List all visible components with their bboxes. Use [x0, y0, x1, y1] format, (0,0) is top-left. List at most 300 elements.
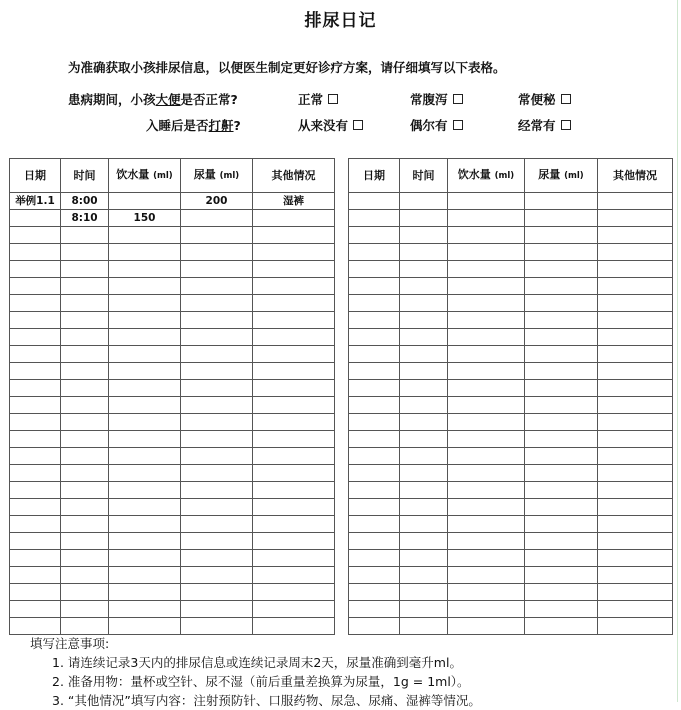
table-cell[interactable] [400, 227, 448, 244]
table-cell[interactable] [181, 346, 253, 363]
table-cell[interactable] [253, 601, 335, 618]
table-cell[interactable] [448, 618, 525, 635]
table-cell[interactable] [181, 380, 253, 397]
table-cell[interactable] [349, 193, 400, 210]
table-cell[interactable] [181, 329, 253, 346]
table-cell[interactable] [598, 533, 673, 550]
table-cell[interactable] [181, 618, 253, 635]
table-cell[interactable] [349, 261, 400, 278]
col-time: 时间 [61, 159, 109, 193]
table-cell[interactable] [448, 210, 525, 227]
table-cell[interactable] [61, 482, 109, 499]
col-water-unit: (ml) [153, 171, 173, 181]
table-cell[interactable] [349, 499, 400, 516]
table-cell[interactable] [10, 244, 61, 261]
table-cell[interactable] [598, 618, 673, 635]
intro-text: 为准确获取小孩排尿信息，以便医生制定更好诊疗方案，请仔细填写以下表格。 [68, 60, 506, 75]
table-cell[interactable] [253, 329, 335, 346]
table-cell[interactable] [400, 550, 448, 567]
table-cell[interactable] [61, 244, 109, 261]
table-cell[interactable] [61, 363, 109, 380]
table-cell[interactable] [448, 567, 525, 584]
table-cell[interactable] [61, 601, 109, 618]
table-cell[interactable] [109, 227, 181, 244]
table-cell[interactable] [598, 329, 673, 346]
table-cell[interactable] [598, 414, 673, 431]
table-cell[interactable] [525, 380, 598, 397]
option-stool-diarrhea[interactable] [410, 90, 463, 108]
table-row [10, 499, 335, 516]
table-cell[interactable] [400, 244, 448, 261]
table-cell[interactable] [400, 397, 448, 414]
table-cell[interactable] [448, 482, 525, 499]
table-cell[interactable] [525, 448, 598, 465]
table-cell[interactable] [525, 601, 598, 618]
table-cell[interactable] [10, 414, 61, 431]
table-cell[interactable] [181, 567, 253, 584]
table-cell[interactable] [400, 261, 448, 278]
table-cell[interactable] [253, 261, 335, 278]
table-cell[interactable] [109, 465, 181, 482]
table-cell[interactable] [400, 295, 448, 312]
table-cell[interactable] [61, 448, 109, 465]
table-cell[interactable] [525, 431, 598, 448]
table-cell[interactable] [525, 312, 598, 329]
table-cell[interactable] [109, 312, 181, 329]
table-row [349, 448, 673, 465]
table-cell[interactable] [253, 618, 335, 635]
table-cell[interactable] [400, 465, 448, 482]
table-row [349, 227, 673, 244]
table-cell[interactable] [61, 295, 109, 312]
table-cell[interactable] [253, 278, 335, 295]
table-cell[interactable] [109, 261, 181, 278]
table-cell[interactable] [253, 584, 335, 601]
table-cell[interactable] [400, 448, 448, 465]
table-cell[interactable] [10, 618, 61, 635]
table-cell[interactable] [400, 567, 448, 584]
table-cell[interactable] [181, 227, 253, 244]
table-cell[interactable] [109, 414, 181, 431]
table-cell[interactable] [448, 227, 525, 244]
table-cell[interactable] [10, 312, 61, 329]
table-cell[interactable] [10, 584, 61, 601]
table-cell[interactable] [10, 363, 61, 380]
table-cell[interactable] [109, 550, 181, 567]
table-cell[interactable] [181, 431, 253, 448]
table-cell[interactable] [400, 278, 448, 295]
table-cell[interactable] [525, 210, 598, 227]
table-cell[interactable] [181, 550, 253, 567]
table-cell[interactable] [349, 516, 400, 533]
table-cell[interactable]: 8:10 [61, 210, 109, 227]
table-cell[interactable] [400, 601, 448, 618]
table-cell[interactable] [61, 499, 109, 516]
table-cell[interactable] [598, 567, 673, 584]
table-cell[interactable] [10, 346, 61, 363]
table-cell[interactable] [61, 414, 109, 431]
option-snore-never[interactable] [298, 116, 363, 134]
table-cell[interactable] [448, 431, 525, 448]
table-cell[interactable] [598, 227, 673, 244]
table-cell[interactable] [400, 414, 448, 431]
table-cell[interactable] [400, 210, 448, 227]
table-cell[interactable] [448, 261, 525, 278]
table-cell[interactable] [448, 414, 525, 431]
table-cell[interactable] [109, 244, 181, 261]
table-cell[interactable] [525, 261, 598, 278]
table-cell[interactable] [10, 261, 61, 278]
table-cell[interactable] [598, 550, 673, 567]
table-cell[interactable] [525, 482, 598, 499]
col-urine-label: 尿量 [193, 168, 216, 181]
table-cell[interactable] [10, 329, 61, 346]
table-cell[interactable] [349, 448, 400, 465]
table-cell[interactable] [253, 482, 335, 499]
table-cell[interactable] [181, 261, 253, 278]
table-cell[interactable] [10, 465, 61, 482]
table-cell[interactable] [400, 431, 448, 448]
table-row [10, 363, 335, 380]
table-cell[interactable] [525, 295, 598, 312]
table-cell[interactable] [349, 550, 400, 567]
table-cell[interactable] [349, 244, 400, 261]
table-cell[interactable] [598, 516, 673, 533]
table-cell[interactable] [253, 465, 335, 482]
table-cell[interactable] [181, 210, 253, 227]
table-cell[interactable] [61, 227, 109, 244]
table-cell[interactable]: 8:00 [61, 193, 109, 210]
table-cell[interactable] [109, 601, 181, 618]
table-cell[interactable] [253, 363, 335, 380]
table-row [10, 601, 335, 618]
col-urine [525, 159, 598, 193]
table-cell[interactable] [253, 244, 335, 261]
table-cell[interactable] [181, 295, 253, 312]
table-cell[interactable] [349, 414, 400, 431]
table-cell[interactable] [349, 227, 400, 244]
table-cell[interactable] [448, 584, 525, 601]
table-cell[interactable] [181, 601, 253, 618]
table-cell[interactable] [349, 482, 400, 499]
table-cell[interactable] [109, 516, 181, 533]
table-cell[interactable] [10, 516, 61, 533]
table-cell[interactable] [598, 465, 673, 482]
table-cell[interactable] [400, 584, 448, 601]
table-cell[interactable] [181, 499, 253, 516]
question-snoring [146, 116, 241, 134]
table-cell[interactable] [253, 533, 335, 550]
table-row [349, 431, 673, 448]
table-cell[interactable] [253, 414, 335, 431]
table-cell[interactable] [181, 584, 253, 601]
table-cell[interactable] [181, 244, 253, 261]
table-cell[interactable]: 举例1.1 [10, 193, 61, 210]
checkbox[interactable] [353, 120, 363, 130]
table-cell[interactable] [181, 482, 253, 499]
col-water-unit: (ml) [494, 171, 515, 181]
table-cell[interactable] [109, 499, 181, 516]
table-cell[interactable] [598, 363, 673, 380]
table-cell[interactable] [61, 329, 109, 346]
table-cell[interactable] [525, 584, 598, 601]
table-cell[interactable] [525, 533, 598, 550]
col-water-label: 饮水量 [116, 168, 150, 181]
table-cell[interactable] [181, 414, 253, 431]
table-cell[interactable] [525, 414, 598, 431]
question-snoring-prefix: 入睡后是否 [146, 118, 209, 133]
table-cell[interactable] [61, 397, 109, 414]
table-cell[interactable] [525, 499, 598, 516]
table-cell[interactable] [181, 312, 253, 329]
table-cell[interactable] [525, 193, 598, 210]
table-cell[interactable] [61, 431, 109, 448]
table-cell[interactable] [10, 380, 61, 397]
checkbox[interactable] [328, 94, 338, 104]
option-label: 从来没有 [298, 118, 349, 133]
table-cell[interactable] [10, 431, 61, 448]
table-cell[interactable] [349, 210, 400, 227]
table-cell[interactable] [400, 516, 448, 533]
table-cell[interactable] [10, 550, 61, 567]
table-row [10, 516, 335, 533]
table-cell[interactable] [598, 499, 673, 516]
table-cell[interactable] [61, 550, 109, 567]
table-cell[interactable] [400, 329, 448, 346]
table-cell[interactable] [448, 244, 525, 261]
table-cell[interactable] [109, 533, 181, 550]
table-cell[interactable] [181, 465, 253, 482]
table-cell[interactable] [448, 346, 525, 363]
table-cell[interactable] [400, 312, 448, 329]
table-cell[interactable] [10, 295, 61, 312]
table-cell[interactable] [109, 193, 181, 210]
table-cell[interactable] [598, 482, 673, 499]
option-stool-normal[interactable] [298, 90, 338, 108]
table-cell[interactable] [349, 584, 400, 601]
table-cell[interactable] [525, 567, 598, 584]
notes-item-2: 2. 准备用物：量杯或空针、尿不湿（前后重量差换算为尿量，1g = 1ml）。 [52, 674, 470, 689]
table-cell[interactable] [525, 227, 598, 244]
table-cell[interactable] [61, 584, 109, 601]
table-cell[interactable] [525, 278, 598, 295]
table-cell[interactable] [349, 346, 400, 363]
table-cell[interactable] [253, 312, 335, 329]
table-cell[interactable] [61, 618, 109, 635]
table-cell[interactable] [181, 448, 253, 465]
table-cell[interactable] [109, 380, 181, 397]
table-cell[interactable] [109, 584, 181, 601]
table-cell[interactable] [61, 346, 109, 363]
table-cell[interactable] [181, 278, 253, 295]
table-cell[interactable] [253, 227, 335, 244]
table-cell[interactable] [109, 448, 181, 465]
table-cell[interactable] [525, 618, 598, 635]
table-cell[interactable] [349, 431, 400, 448]
table-cell[interactable] [253, 550, 335, 567]
table-cell[interactable] [448, 533, 525, 550]
table-cell[interactable] [349, 329, 400, 346]
table-header-row [10, 159, 335, 193]
option-label: 偶尔有 [410, 118, 448, 133]
table-cell[interactable] [525, 346, 598, 363]
table-cell[interactable] [400, 363, 448, 380]
table-cell[interactable] [109, 346, 181, 363]
checkbox[interactable] [453, 120, 463, 130]
table-cell[interactable] [109, 278, 181, 295]
table-cell[interactable] [61, 465, 109, 482]
table-cell[interactable] [181, 397, 253, 414]
table-cell[interactable] [349, 533, 400, 550]
table-cell[interactable] [61, 278, 109, 295]
table-cell[interactable] [349, 618, 400, 635]
table-cell[interactable] [525, 397, 598, 414]
table-cell[interactable] [448, 363, 525, 380]
table-cell[interactable] [525, 516, 598, 533]
table-cell[interactable] [448, 329, 525, 346]
table-cell[interactable]: 湿裤 [253, 193, 335, 210]
table-cell[interactable] [10, 227, 61, 244]
table-cell[interactable] [525, 550, 598, 567]
table-cell[interactable] [448, 380, 525, 397]
table-cell[interactable] [253, 499, 335, 516]
table-cell[interactable] [253, 210, 335, 227]
table-cell[interactable] [349, 380, 400, 397]
table-cell[interactable] [525, 465, 598, 482]
table-cell[interactable] [109, 567, 181, 584]
table-cell[interactable] [448, 516, 525, 533]
table-cell[interactable] [109, 295, 181, 312]
table-cell[interactable] [598, 193, 673, 210]
table-row [10, 448, 335, 465]
table-cell[interactable] [598, 584, 673, 601]
table-cell[interactable] [253, 567, 335, 584]
option-snore-often[interactable] [518, 116, 571, 134]
question-snoring-suffix: ? [233, 118, 241, 133]
table-cell[interactable] [349, 312, 400, 329]
table-cell[interactable] [400, 618, 448, 635]
table-cell[interactable] [10, 533, 61, 550]
table-cell[interactable] [109, 363, 181, 380]
table-cell[interactable] [448, 550, 525, 567]
table-cell[interactable] [598, 312, 673, 329]
table-cell[interactable] [400, 482, 448, 499]
table-cell[interactable] [10, 397, 61, 414]
table-cell[interactable] [10, 601, 61, 618]
table-cell[interactable] [61, 261, 109, 278]
table-cell[interactable] [448, 193, 525, 210]
table-cell[interactable] [109, 431, 181, 448]
table-cell[interactable] [253, 380, 335, 397]
table-cell[interactable] [448, 448, 525, 465]
checkbox[interactable] [561, 120, 571, 130]
table-cell[interactable] [10, 567, 61, 584]
table-cell[interactable] [598, 210, 673, 227]
table-cell[interactable] [253, 448, 335, 465]
table-cell[interactable] [253, 516, 335, 533]
table-row [349, 278, 673, 295]
table-cell[interactable] [448, 499, 525, 516]
table-cell[interactable] [61, 533, 109, 550]
table-row [10, 227, 335, 244]
table-cell[interactable] [10, 499, 61, 516]
table-cell[interactable] [349, 278, 400, 295]
table-cell[interactable] [253, 295, 335, 312]
table-cell[interactable] [525, 244, 598, 261]
table-cell[interactable] [349, 601, 400, 618]
table-cell[interactable] [448, 397, 525, 414]
page-edge [677, 0, 678, 702]
table-cell[interactable] [598, 601, 673, 618]
table-cell[interactable] [181, 533, 253, 550]
table-cell[interactable] [61, 380, 109, 397]
table-cell[interactable] [253, 431, 335, 448]
table-cell[interactable] [181, 516, 253, 533]
table-cell[interactable] [598, 397, 673, 414]
table-cell[interactable] [448, 295, 525, 312]
table-cell[interactable] [598, 244, 673, 261]
table-cell[interactable] [400, 533, 448, 550]
table-cell[interactable] [598, 261, 673, 278]
table-cell[interactable] [448, 278, 525, 295]
col-time: 时间 [400, 159, 448, 193]
table-cell[interactable] [349, 397, 400, 414]
table-cell[interactable] [400, 499, 448, 516]
table-cell[interactable] [109, 618, 181, 635]
table-cell[interactable] [10, 482, 61, 499]
table-cell[interactable] [448, 312, 525, 329]
table-cell[interactable] [109, 329, 181, 346]
table-cell[interactable] [349, 363, 400, 380]
table-cell[interactable] [349, 567, 400, 584]
table-cell[interactable] [448, 601, 525, 618]
table-cell[interactable] [10, 278, 61, 295]
question-stool-prefix: 患病期间，小孩 [68, 92, 156, 107]
checkbox[interactable] [561, 94, 571, 104]
table-cell[interactable] [61, 567, 109, 584]
table-cell[interactable]: 200 [181, 193, 253, 210]
table-cell[interactable] [598, 295, 673, 312]
table-cell[interactable] [448, 465, 525, 482]
table-cell[interactable] [525, 363, 598, 380]
table-cell[interactable] [10, 210, 61, 227]
table-cell[interactable] [181, 363, 253, 380]
table-cell[interactable] [349, 465, 400, 482]
table-cell[interactable] [598, 278, 673, 295]
table-cell[interactable] [400, 346, 448, 363]
table-cell[interactable] [598, 346, 673, 363]
table-cell[interactable] [10, 448, 61, 465]
table-cell[interactable] [61, 516, 109, 533]
table-cell[interactable] [598, 448, 673, 465]
table-cell[interactable] [109, 397, 181, 414]
option-stool-constipation[interactable] [518, 90, 571, 108]
table-cell[interactable] [598, 380, 673, 397]
table-cell[interactable] [253, 397, 335, 414]
table-cell[interactable] [400, 380, 448, 397]
table-cell[interactable] [400, 193, 448, 210]
table-cell[interactable] [253, 346, 335, 363]
table-row [10, 533, 335, 550]
checkbox[interactable] [453, 94, 463, 104]
option-snore-sometimes[interactable] [410, 116, 463, 134]
table-cell[interactable] [525, 329, 598, 346]
table-cell[interactable] [598, 431, 673, 448]
table-cell[interactable] [349, 295, 400, 312]
table-cell[interactable] [109, 482, 181, 499]
table-cell[interactable] [61, 312, 109, 329]
table-cell[interactable]: 150 [109, 210, 181, 227]
